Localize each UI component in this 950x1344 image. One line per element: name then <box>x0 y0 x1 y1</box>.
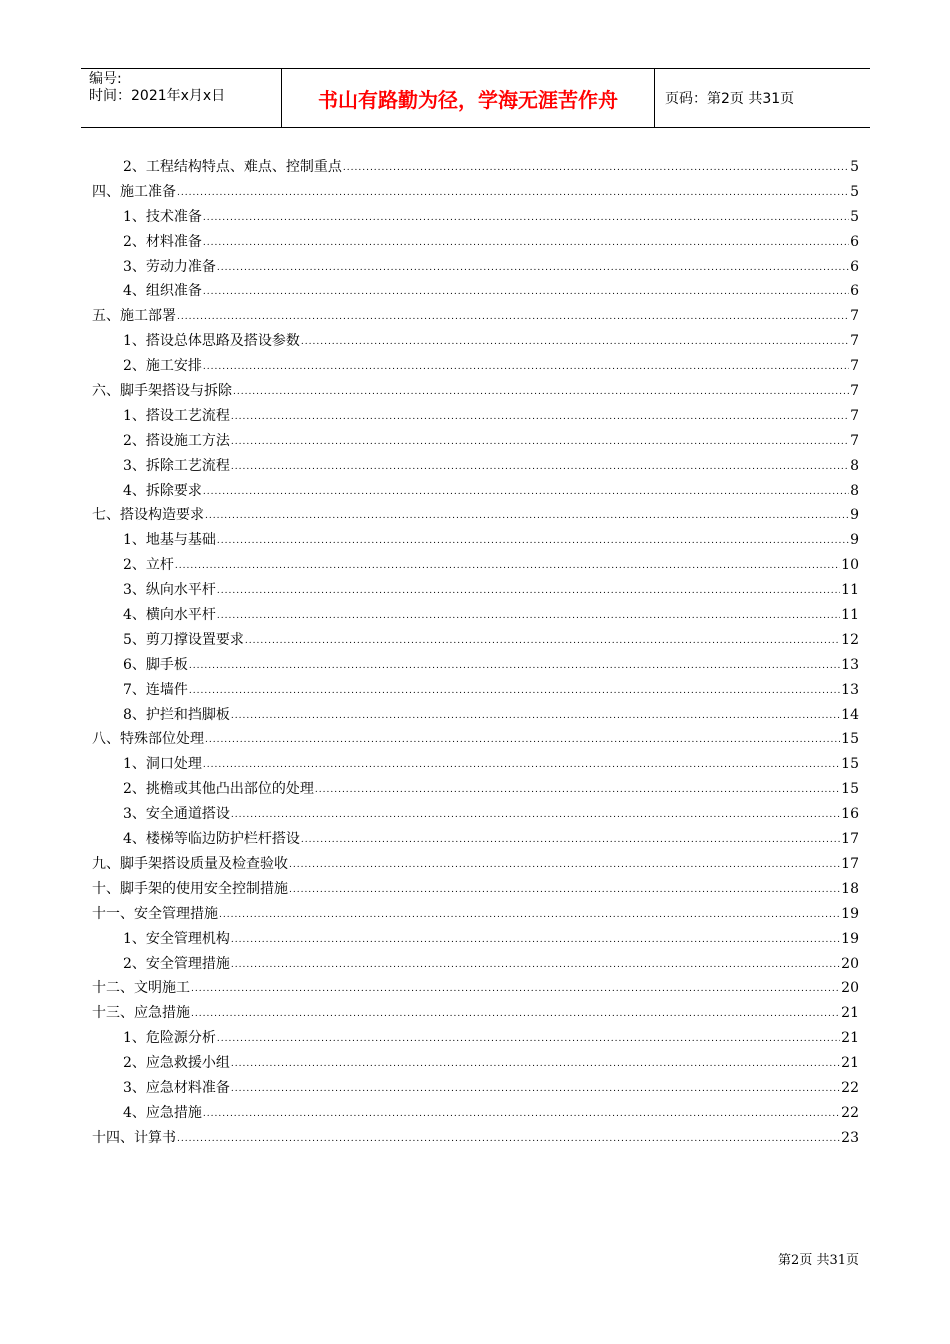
toc-entry[interactable] <box>92 877 859 902</box>
toc-entry[interactable] <box>92 155 859 180</box>
toc-entry[interactable] <box>92 553 859 578</box>
toc-entry-label: 4、应急措施 <box>123 1104 202 1121</box>
toc-entry-page: 21 <box>841 1055 859 1072</box>
toc-entry[interactable] <box>92 304 859 329</box>
toc-entry[interactable] <box>92 703 859 728</box>
toc-entry[interactable] <box>92 578 859 603</box>
toc-entry[interactable] <box>92 354 859 379</box>
toc-entry-label: 十四、计算书 <box>92 1129 176 1146</box>
toc-entry[interactable] <box>92 1101 859 1126</box>
toc-leader-dots <box>203 363 849 372</box>
toc-entry[interactable] <box>92 255 859 280</box>
document-date: 时间：2021年x月x日 <box>89 88 226 104</box>
toc-leader-dots <box>231 438 849 447</box>
header-meta <box>81 69 282 127</box>
toc-leader-dots <box>203 214 849 223</box>
toc-entry-label: 1、技术准备 <box>123 208 202 225</box>
toc-entry-label: 2、挑檐或其他凸出部位的处理 <box>123 781 314 798</box>
toc-entry-page: 11 <box>841 582 859 599</box>
toc-leader-dots <box>233 388 849 397</box>
toc-leader-dots <box>231 936 840 945</box>
table-of-contents <box>92 155 859 1151</box>
toc-leader-dots <box>301 836 840 845</box>
toc-entry-page: 22 <box>841 1104 859 1121</box>
toc-entry-page: 17 <box>841 831 859 848</box>
toc-entry-label: 4、楼梯等临边防护栏杆搭设 <box>123 831 300 848</box>
toc-entry-label: 1、搭设总体思路及搭设参数 <box>123 333 300 350</box>
toc-entry[interactable] <box>92 454 859 479</box>
toc-entry-label: 1、危险源分析 <box>123 1030 216 1047</box>
toc-entry-label: 八、特殊部位处理 <box>92 731 204 748</box>
toc-entry[interactable] <box>92 902 859 927</box>
toc-entry[interactable] <box>92 628 859 653</box>
toc-entry-page: 11 <box>841 607 859 624</box>
toc-entry-page: 13 <box>841 681 859 698</box>
toc-entry-label: 五、施工部署 <box>92 308 176 325</box>
toc-entry-page: 9 <box>850 507 859 524</box>
toc-entry-label: 十一、安全管理措施 <box>92 905 218 922</box>
toc-entry-page: 9 <box>850 532 859 549</box>
toc-entry-label: 十二、文明施工 <box>92 980 190 997</box>
toc-leader-dots <box>189 662 840 671</box>
toc-entry[interactable] <box>92 852 859 877</box>
toc-entry[interactable] <box>92 1001 859 1026</box>
toc-leader-dots <box>189 687 840 696</box>
toc-leader-dots <box>231 463 849 472</box>
toc-leader-dots <box>205 512 849 521</box>
toc-entry[interactable] <box>92 827 859 852</box>
toc-entry[interactable] <box>92 777 859 802</box>
toc-entry-label: 十三、应急措施 <box>92 1005 190 1022</box>
toc-entry-label: 5、剪刀撑设置要求 <box>123 631 244 648</box>
toc-leader-dots <box>177 1135 840 1144</box>
toc-entry-label: 四、施工准备 <box>92 183 176 200</box>
toc-leader-dots <box>203 288 849 297</box>
toc-leader-dots <box>217 264 849 273</box>
toc-entry-label: 6、脚手板 <box>123 656 188 673</box>
toc-leader-dots <box>177 189 849 198</box>
toc-entry-page: 23 <box>841 1129 859 1146</box>
toc-leader-dots <box>177 313 849 322</box>
toc-entry[interactable] <box>92 379 859 404</box>
toc-entry-page: 20 <box>841 980 859 997</box>
toc-leader-dots <box>203 1110 840 1119</box>
page-header <box>81 68 870 128</box>
toc-entry-label: 2、搭设施工方法 <box>123 432 230 449</box>
toc-entry[interactable] <box>92 1026 859 1051</box>
toc-entry-page: 14 <box>841 706 859 723</box>
toc-entry-page: 19 <box>841 905 859 922</box>
toc-entry-label: 4、横向水平杆 <box>123 607 216 624</box>
toc-entry[interactable] <box>92 479 859 504</box>
toc-leader-dots <box>217 612 840 621</box>
toc-entry-page: 8 <box>850 457 859 474</box>
toc-entry-page: 19 <box>841 930 859 947</box>
toc-entry[interactable] <box>92 404 859 429</box>
toc-entry[interactable] <box>92 802 859 827</box>
toc-entry[interactable] <box>92 1076 859 1101</box>
toc-entry[interactable] <box>92 952 859 977</box>
toc-leader-dots <box>203 761 840 770</box>
toc-entry-label: 2、材料准备 <box>123 233 202 250</box>
toc-leader-dots <box>231 1060 840 1069</box>
toc-entry-label: 3、安全通道搭设 <box>123 806 230 823</box>
toc-entry-page: 7 <box>850 333 859 350</box>
toc-leader-dots <box>203 239 849 248</box>
toc-entry-page: 15 <box>841 756 859 773</box>
toc-leader-dots <box>231 413 849 422</box>
toc-entry[interactable] <box>92 528 859 553</box>
toc-leader-dots <box>219 911 840 920</box>
toc-entry-page: 7 <box>850 407 859 424</box>
toc-entry-label: 1、安全管理机构 <box>123 930 230 947</box>
toc-entry-page: 5 <box>850 159 859 175</box>
toc-entry[interactable] <box>92 976 859 1001</box>
toc-leader-dots <box>231 1085 840 1094</box>
toc-leader-dots <box>231 811 840 820</box>
page-footer: 第2页 共31页 <box>778 1253 859 1268</box>
toc-entry-label: 3、应急材料准备 <box>123 1079 230 1096</box>
toc-leader-dots <box>203 488 849 497</box>
toc-entry[interactable] <box>92 927 859 952</box>
toc-entry-page: 8 <box>850 482 859 499</box>
toc-entry-page: 7 <box>850 383 859 400</box>
toc-entry-label: 十、脚手架的使用安全控制措施 <box>92 880 288 897</box>
toc-entry-page: 12 <box>841 631 859 648</box>
toc-entry[interactable] <box>92 1126 859 1151</box>
toc-entry-page: 22 <box>841 1079 859 1096</box>
toc-entry-page: 10 <box>841 557 859 574</box>
header-motto: 书山有路勤为径，学海无涯苦作舟 <box>282 69 655 127</box>
toc-entry[interactable] <box>92 653 859 678</box>
toc-entry-label: 3、拆除工艺流程 <box>123 457 230 474</box>
toc-entry-label: 2、施工安排 <box>123 358 202 375</box>
toc-entry-page: 7 <box>850 308 859 325</box>
toc-entry-page: 20 <box>841 955 859 972</box>
toc-leader-dots <box>289 886 840 895</box>
toc-entry-page: 15 <box>841 731 859 748</box>
toc-entry-page: 21 <box>841 1030 859 1047</box>
toc-entry-page: 15 <box>841 781 859 798</box>
toc-entry[interactable] <box>92 727 859 752</box>
document-number-label: 编号: <box>89 71 122 87</box>
toc-leader-dots <box>315 786 840 795</box>
toc-entry-label: 2、工程结构特点、难点、控制重点 <box>123 159 342 175</box>
toc-entry-page: 16 <box>841 806 859 823</box>
toc-entry[interactable] <box>92 678 859 703</box>
toc-entry[interactable] <box>92 329 859 354</box>
toc-leader-dots <box>217 537 849 546</box>
toc-leader-dots <box>191 985 840 994</box>
toc-leader-dots <box>205 736 840 745</box>
toc-entry-label: 4、拆除要求 <box>123 482 202 499</box>
toc-entry-label: 九、脚手架搭设质量及检查验收 <box>92 855 288 872</box>
toc-entry-page: 6 <box>850 283 859 300</box>
toc-entry-label: 4、组织准备 <box>123 283 202 300</box>
toc-entry[interactable] <box>92 429 859 454</box>
toc-leader-dots <box>301 338 849 347</box>
toc-entry[interactable] <box>92 1051 859 1076</box>
toc-leader-dots <box>175 562 840 571</box>
toc-leader-dots <box>245 637 840 646</box>
toc-entry-label: 2、安全管理措施 <box>123 955 230 972</box>
toc-entry-label: 1、地基与基础 <box>123 532 216 549</box>
toc-entry-page: 5 <box>850 183 859 200</box>
toc-entry-page: 21 <box>841 1005 859 1022</box>
toc-entry[interactable] <box>92 752 859 777</box>
toc-entry[interactable] <box>92 180 859 205</box>
toc-entry-label: 1、洞口处理 <box>123 756 202 773</box>
toc-entry-page: 6 <box>850 233 859 250</box>
toc-leader-dots <box>231 961 840 970</box>
toc-entry[interactable] <box>92 503 859 528</box>
toc-leader-dots <box>289 861 840 870</box>
toc-entry-label: 3、劳动力准备 <box>123 258 216 275</box>
toc-entry-page: 17 <box>841 855 859 872</box>
toc-entry-label: 2、立杆 <box>123 557 174 574</box>
toc-leader-dots <box>343 164 849 173</box>
toc-entry-page: 6 <box>850 258 859 275</box>
toc-leader-dots <box>231 712 840 721</box>
toc-entry-page: 7 <box>850 358 859 375</box>
toc-entry-page: 5 <box>850 208 859 225</box>
toc-entry-label: 2、应急救援小组 <box>123 1055 230 1072</box>
toc-entry-label: 1、搭设工艺流程 <box>123 407 230 424</box>
toc-leader-dots <box>217 1035 840 1044</box>
toc-entry-page: 13 <box>841 656 859 673</box>
toc-entry[interactable] <box>92 603 859 628</box>
toc-entry-label: 8、护拦和挡脚板 <box>123 706 230 723</box>
toc-entry-label: 七、搭设构造要求 <box>92 507 204 524</box>
toc-entry[interactable] <box>92 230 859 255</box>
toc-entry[interactable] <box>92 205 859 230</box>
toc-leader-dots <box>217 587 840 596</box>
toc-leader-dots <box>191 1010 840 1019</box>
header-page-info: 页码：第2页 共31页 <box>665 91 795 107</box>
toc-entry-page: 7 <box>850 432 859 449</box>
toc-entry[interactable] <box>92 279 859 304</box>
toc-entry-page: 18 <box>841 880 859 897</box>
toc-entry-label: 7、连墙件 <box>123 681 188 698</box>
toc-entry-label: 3、纵向水平杆 <box>123 582 216 599</box>
toc-entry-label: 六、脚手架搭设与拆除 <box>92 383 232 400</box>
